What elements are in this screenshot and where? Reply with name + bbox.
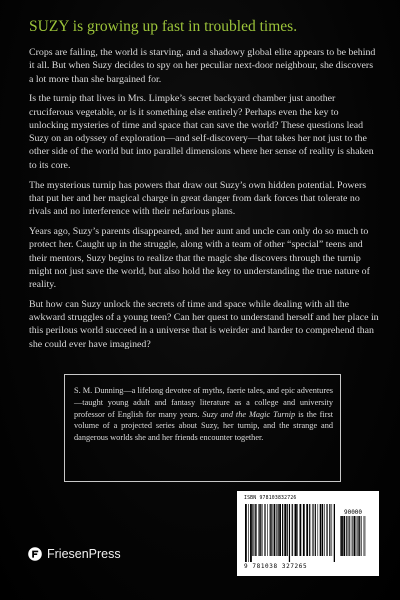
barcode-addon (339, 509, 367, 562)
isbn-label: ISBN 978103832726 (244, 496, 297, 501)
blurb-paragraph-2: Is the turnip that lives in Mrs. Limpke’s secret backyard chamber just another cruciferous vegetable, or is it something else entirely? Perhaps even the key to unlocking mysteries of time and space that can save the world? These questions lead Suzy on an odyssey of exploration—and self-discovery—that takes her not just to the other side of the world but into parallel dimensions where her sense of reality is shaken to its core. (29, 93, 374, 171)
headline: SUZY is growing up fast in troubled times. (29, 18, 298, 35)
author-bio-intro: S. M. Dunning—a lifelong devotee of myths, faerie tales, and epic adventures—taught young adult and fantasy literature as a college and university professor of English for many years. (74, 386, 333, 419)
barcode-addon-icon (339, 516, 367, 562)
blurb-paragraph-1: Crops are failing, the world is starving, and a shadowy global elite appears to be behind it all. But when Suzy decides to spy on her peculiar next-door neighbour, she discovers a lot more than she bargained for. (29, 47, 376, 85)
friesenpress-logo-icon (28, 547, 42, 561)
author-bio-box (64, 374, 341, 482)
author-bio-rest: is the first volume of a projected series about Suzy, her turnip, and the strange and dangerous worlds she and her friends encounter together. (74, 409, 334, 443)
isbn-digits: 9 781038 327265 (244, 563, 308, 570)
blurb-paragraph-3: The mysterious turnip has powers that draw out Suzy’s own hidden potential. Powers that put her and her magical charge in great danger from dark forces that tolerate no rivals and no interference with their nefarious plans. (29, 179, 367, 218)
book-title: Suzy and the Magic Turnip (202, 409, 296, 419)
publisher (28, 547, 121, 561)
publisher-name: FriesenPress (47, 547, 121, 561)
barcode-main-icon (244, 504, 336, 562)
blurb (29, 46, 379, 358)
blurb-paragraph-4: Years ago, Suzy’s parents disappeared, and her aunt and uncle can only do so much to protect her. Caught up in the struggle, along with a team of other “special” teens and their mentors, Suzy begins to realize that the magic she discovers through the turnip might not just save the world, but also hold the key to understanding the true nature of reality. (29, 225, 370, 291)
addon-number: 90000 (343, 509, 363, 516)
barcode-bars-row (244, 504, 372, 562)
barcode-box (237, 491, 379, 576)
blurb-paragraph-5: But how can Suzy unlock the secrets of time and space while dealing with all the awkward struggles of a young teen? Can her quest to understand herself and her place in this perilous world succeed in a universe that is weirder and harder to comprehend than she could ever have imagined? (29, 298, 379, 350)
